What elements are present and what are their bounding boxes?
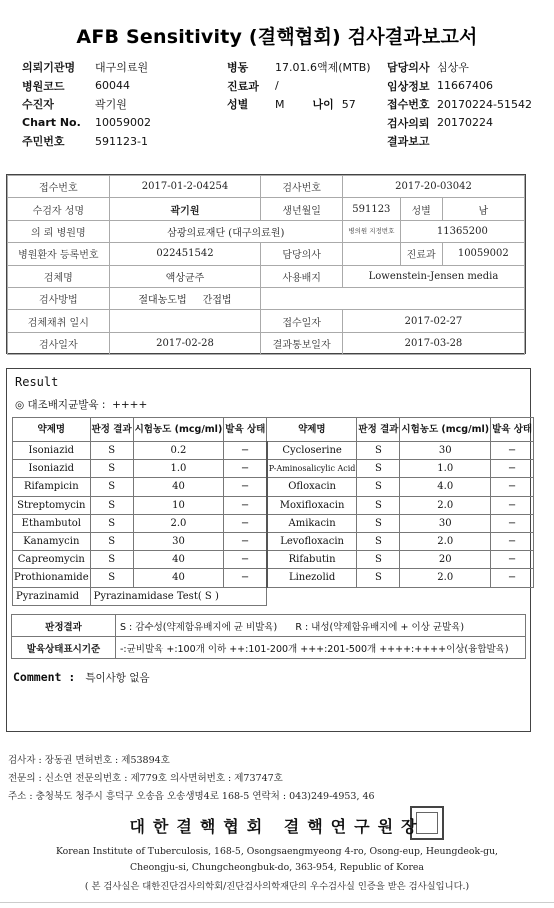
drug-growth: − bbox=[224, 442, 267, 460]
drug-row bbox=[13, 478, 534, 496]
drug-concentration: 40 bbox=[133, 569, 224, 587]
drug-growth: − bbox=[224, 460, 267, 478]
test-no-label: 검사번호 bbox=[261, 176, 343, 198]
drug-concentration: 30 bbox=[133, 532, 224, 550]
pza-blank bbox=[267, 587, 534, 605]
drug-row bbox=[13, 514, 534, 532]
header-value: 20170224-51542 bbox=[437, 97, 532, 111]
header-label: 병동 bbox=[227, 61, 249, 75]
header-row bbox=[22, 58, 547, 77]
judgment-s: S : 감수성(약제함유배지에 균 비발육) bbox=[120, 621, 278, 633]
header-value: 대구의료원 bbox=[95, 61, 149, 75]
drug-result: S bbox=[90, 460, 133, 478]
report-date: 2017-03-28 bbox=[342, 332, 524, 354]
drug-name: Rifabutin bbox=[267, 551, 357, 569]
header-label: Chart No. bbox=[22, 116, 81, 130]
drug-result: S bbox=[90, 442, 133, 460]
drug-growth: − bbox=[491, 496, 534, 514]
drug-result: S bbox=[357, 514, 400, 532]
column-header: 약제명 bbox=[13, 418, 91, 442]
column-header: 판정 결과 bbox=[357, 418, 400, 442]
drug-growth: − bbox=[491, 460, 534, 478]
drug-name: Rifampicin bbox=[13, 478, 91, 496]
method-1: 절대농도법 bbox=[138, 295, 187, 307]
reg-no: 022451542 bbox=[109, 243, 261, 265]
patient-info-table bbox=[7, 175, 525, 355]
drug-concentration: 0.2 bbox=[133, 442, 224, 460]
dob: 591123 bbox=[342, 198, 400, 220]
collect-date-label: 검체채취 일시 bbox=[8, 310, 110, 332]
doctor-label: 담당의사 bbox=[261, 243, 343, 265]
dob-label: 생년월일 bbox=[261, 198, 343, 220]
drug-concentration: 2.0 bbox=[400, 532, 491, 550]
drug-growth: − bbox=[491, 551, 534, 569]
drug-growth: − bbox=[224, 478, 267, 496]
drug-concentration: 40 bbox=[133, 478, 224, 496]
drug-table-header bbox=[13, 418, 534, 442]
drug-row bbox=[13, 442, 534, 460]
drug-growth: − bbox=[224, 496, 267, 514]
drug-growth: − bbox=[491, 478, 534, 496]
drug-name: Amikacin bbox=[267, 514, 357, 532]
dept-label: 진료과 bbox=[400, 243, 442, 265]
drug-name: Ethambutol bbox=[13, 514, 91, 532]
pza-row bbox=[13, 587, 534, 605]
column-header: 시험농도 (mcg/ml) bbox=[133, 418, 224, 442]
drug-name: Streptomycin bbox=[13, 496, 91, 514]
drug-concentration: 1.0 bbox=[400, 460, 491, 478]
legend-table bbox=[11, 614, 526, 659]
drug-concentration: 10 bbox=[133, 496, 224, 514]
header-value: 60044 bbox=[95, 79, 130, 93]
drug-name: Ofloxacin bbox=[267, 478, 357, 496]
drug-name: Moxifloxacin bbox=[267, 496, 357, 514]
header-value: 심상우 bbox=[437, 61, 469, 75]
header-label: 진료과 bbox=[227, 79, 259, 93]
patient-name: 곽기원 bbox=[109, 198, 261, 220]
method-blank bbox=[261, 287, 525, 309]
comment-label: Comment : bbox=[13, 670, 76, 684]
name-label: 수검자 성명 bbox=[8, 198, 110, 220]
drug-row bbox=[13, 569, 534, 587]
address-line-2: Cheongju-si, Chungcheongbuk-do, 363-954, Republic of Korea bbox=[130, 862, 424, 873]
receive-date-label: 접수일자 bbox=[261, 310, 343, 332]
certification-note: ( 본 검사실은 대한진단검사의학회/진단검사의학재단의 우수검사실 인증을 받은 검사실입니다.) bbox=[84, 881, 470, 892]
column-header: 판정 결과 bbox=[90, 418, 133, 442]
age-value: 57 bbox=[341, 97, 356, 111]
column-header: 약제명 bbox=[267, 418, 357, 442]
specimen-label: 검체명 bbox=[8, 265, 110, 287]
header-value: 11667406 bbox=[437, 79, 493, 93]
method-label: 검사방법 bbox=[8, 287, 110, 309]
drug-concentration: 20 bbox=[400, 551, 491, 569]
comment-text: 특이사항 없음 bbox=[85, 672, 150, 684]
header-row bbox=[22, 77, 547, 96]
drug-row bbox=[13, 551, 534, 569]
hospital-name: 삼광의료재단 (대구의료원) bbox=[109, 220, 342, 242]
pza-result: Pyrazinamidase Test( S ) bbox=[90, 587, 267, 605]
signature-line-2: 전문의 : 신소연 전문의번호 : 제779호 의사면허번호 : 제73747호 bbox=[8, 773, 283, 784]
drug-concentration: 40 bbox=[133, 551, 224, 569]
judgment-legend bbox=[116, 615, 526, 637]
header-label: 접수번호 bbox=[387, 98, 430, 112]
header-value: 591123-1 bbox=[95, 134, 148, 148]
drug-growth: − bbox=[224, 514, 267, 532]
drug-name: Isoniazid bbox=[13, 442, 91, 460]
drug-growth: − bbox=[491, 532, 534, 550]
drug-name: Prothionamide bbox=[13, 569, 91, 587]
drug-result: S bbox=[90, 569, 133, 587]
signature-line-3: 주소 : 충청북도 청주시 흥덕구 오송읍 오송생명4로 168-5 연락처 : 043)249-4953, 46 bbox=[8, 791, 375, 802]
column-header: 시험농도 (mcg/ml) bbox=[400, 418, 491, 442]
drug-result: S bbox=[357, 551, 400, 569]
drug-name: Kanamycin bbox=[13, 532, 91, 550]
drug-name: Linezolid bbox=[267, 569, 357, 587]
drug-concentration: 2.0 bbox=[400, 496, 491, 514]
receipt-no-label: 접수번호 bbox=[8, 176, 110, 198]
age-label: 나이 bbox=[312, 98, 334, 112]
hospital-code-label: 병의원 지정번호 bbox=[342, 220, 400, 242]
pza-name: Pyrazinamid bbox=[13, 587, 91, 605]
growth-value: ++++ bbox=[112, 399, 148, 411]
drug-result: S bbox=[90, 514, 133, 532]
growth-std-label: 발육상태표시기준 bbox=[12, 637, 116, 659]
drug-row bbox=[13, 532, 534, 550]
drug-name: Cycloserine bbox=[267, 442, 357, 460]
drug-growth: − bbox=[224, 569, 267, 587]
drug-result: S bbox=[357, 532, 400, 550]
hospital-label: 의 뢰 병원명 bbox=[8, 220, 110, 242]
drug-result: S bbox=[357, 569, 400, 587]
header-value: 17.01.6액제(MTB) bbox=[275, 61, 371, 75]
drug-name: Isoniazid bbox=[13, 460, 91, 478]
header-value: 20170224 bbox=[437, 116, 493, 130]
patient-sheet bbox=[6, 174, 526, 354]
drug-growth: − bbox=[491, 569, 534, 587]
drug-growth: − bbox=[224, 532, 267, 550]
drug-result: S bbox=[357, 460, 400, 478]
hospital-code: 11365200 bbox=[400, 220, 524, 242]
drug-growth: − bbox=[224, 551, 267, 569]
drug-result: S bbox=[90, 551, 133, 569]
comment bbox=[13, 670, 150, 685]
drug-result: S bbox=[357, 478, 400, 496]
method-2: 간접법 bbox=[202, 295, 232, 307]
header-row bbox=[22, 132, 547, 151]
medium-label: 사용배지 bbox=[261, 265, 343, 287]
header-info bbox=[22, 58, 547, 151]
drug-result: S bbox=[90, 478, 133, 496]
header-value: / bbox=[275, 79, 279, 93]
drug-concentration: 30 bbox=[400, 514, 491, 532]
medium: Lowenstein-Jensen media bbox=[342, 265, 524, 287]
column-header: 발육 상태 bbox=[224, 418, 267, 442]
dept: 10059002 bbox=[442, 243, 524, 265]
drug-row bbox=[13, 496, 534, 514]
drug-name: P-Aminosalicylic Acid bbox=[267, 460, 357, 478]
method bbox=[109, 287, 261, 309]
report-date-label: 결과통보일자 bbox=[261, 332, 343, 354]
collect-date bbox=[109, 310, 261, 332]
page-divider bbox=[0, 902, 554, 903]
report-title: AFB Sensitivity (결핵협회) 검사결과보고서 bbox=[76, 26, 478, 48]
drug-growth: − bbox=[491, 514, 534, 532]
address-line-1: Korean Institute of Tuberculosis, 168-5, Osongsaengmyeong 4-ro, Osong-eup, Heungdeok-gu, bbox=[55, 846, 499, 857]
sex: 남 bbox=[442, 198, 524, 220]
column-header: 발육 상태 bbox=[491, 418, 534, 442]
header-row bbox=[22, 114, 547, 133]
drug-result: S bbox=[90, 496, 133, 514]
receive-date: 2017-02-27 bbox=[342, 310, 524, 332]
header-label: 성별 bbox=[227, 98, 249, 112]
growth-label: ◎ 대조배지균발육 : bbox=[15, 399, 106, 411]
header-label: 병원코드 bbox=[22, 79, 65, 93]
header-label: 주민번호 bbox=[22, 135, 65, 149]
test-date-label: 검사일자 bbox=[8, 332, 110, 354]
judgment-r: R : 내성(약제함유배지에 + 이상 균발육) bbox=[295, 621, 465, 633]
header-value: 곽기원 bbox=[95, 98, 127, 112]
reg-no-label: 병원환자 등록번호 bbox=[8, 243, 110, 265]
header-value: M bbox=[275, 97, 285, 111]
drug-name: Levofloxacin bbox=[267, 532, 357, 550]
drug-result: S bbox=[357, 442, 400, 460]
drug-name: Capreomycin bbox=[13, 551, 91, 569]
drug-row bbox=[13, 460, 534, 478]
test-date: 2017-02-28 bbox=[109, 332, 261, 354]
signature-line-1: 검사자 : 장동권 면허번호 : 제53894호 bbox=[8, 755, 170, 766]
drug-concentration: 4.0 bbox=[400, 478, 491, 496]
organization-name: 대한결핵협회 결핵연구원장 bbox=[129, 817, 425, 836]
control-growth bbox=[15, 397, 147, 412]
header-label: 결과보고 bbox=[387, 135, 430, 149]
sex-label: 성별 bbox=[400, 198, 442, 220]
header-label: 담당의사 bbox=[387, 61, 430, 75]
drug-growth: − bbox=[491, 442, 534, 460]
drug-concentration: 1.0 bbox=[133, 460, 224, 478]
header-row bbox=[22, 95, 547, 114]
header-label: 검사의뢰 bbox=[387, 116, 430, 130]
drug-concentration: 2.0 bbox=[400, 569, 491, 587]
result-title: Result bbox=[15, 375, 59, 389]
drug-concentration: 30 bbox=[400, 442, 491, 460]
header-value: 10059002 bbox=[95, 116, 151, 130]
judgment-label: 판정결과 bbox=[12, 615, 116, 637]
drug-concentration: 2.0 bbox=[133, 514, 224, 532]
doctor bbox=[342, 243, 400, 265]
drug-result: S bbox=[357, 496, 400, 514]
drug-table bbox=[12, 417, 534, 606]
specimen: 액상균주 bbox=[109, 265, 261, 287]
header-label: 임상정보 bbox=[387, 79, 430, 93]
test-no: 2017-20-03042 bbox=[342, 176, 524, 198]
drug-result: S bbox=[90, 532, 133, 550]
header-label: 의뢰기관명 bbox=[22, 61, 76, 75]
header-label: 수진자 bbox=[22, 98, 54, 112]
growth-std-text: -:균비발육 +:100개 이하 ++:101-200개 +++:201-500개 ++++:++++이상(융합발육) bbox=[116, 637, 526, 659]
receipt-no: 2017-01-2-04254 bbox=[109, 176, 261, 198]
